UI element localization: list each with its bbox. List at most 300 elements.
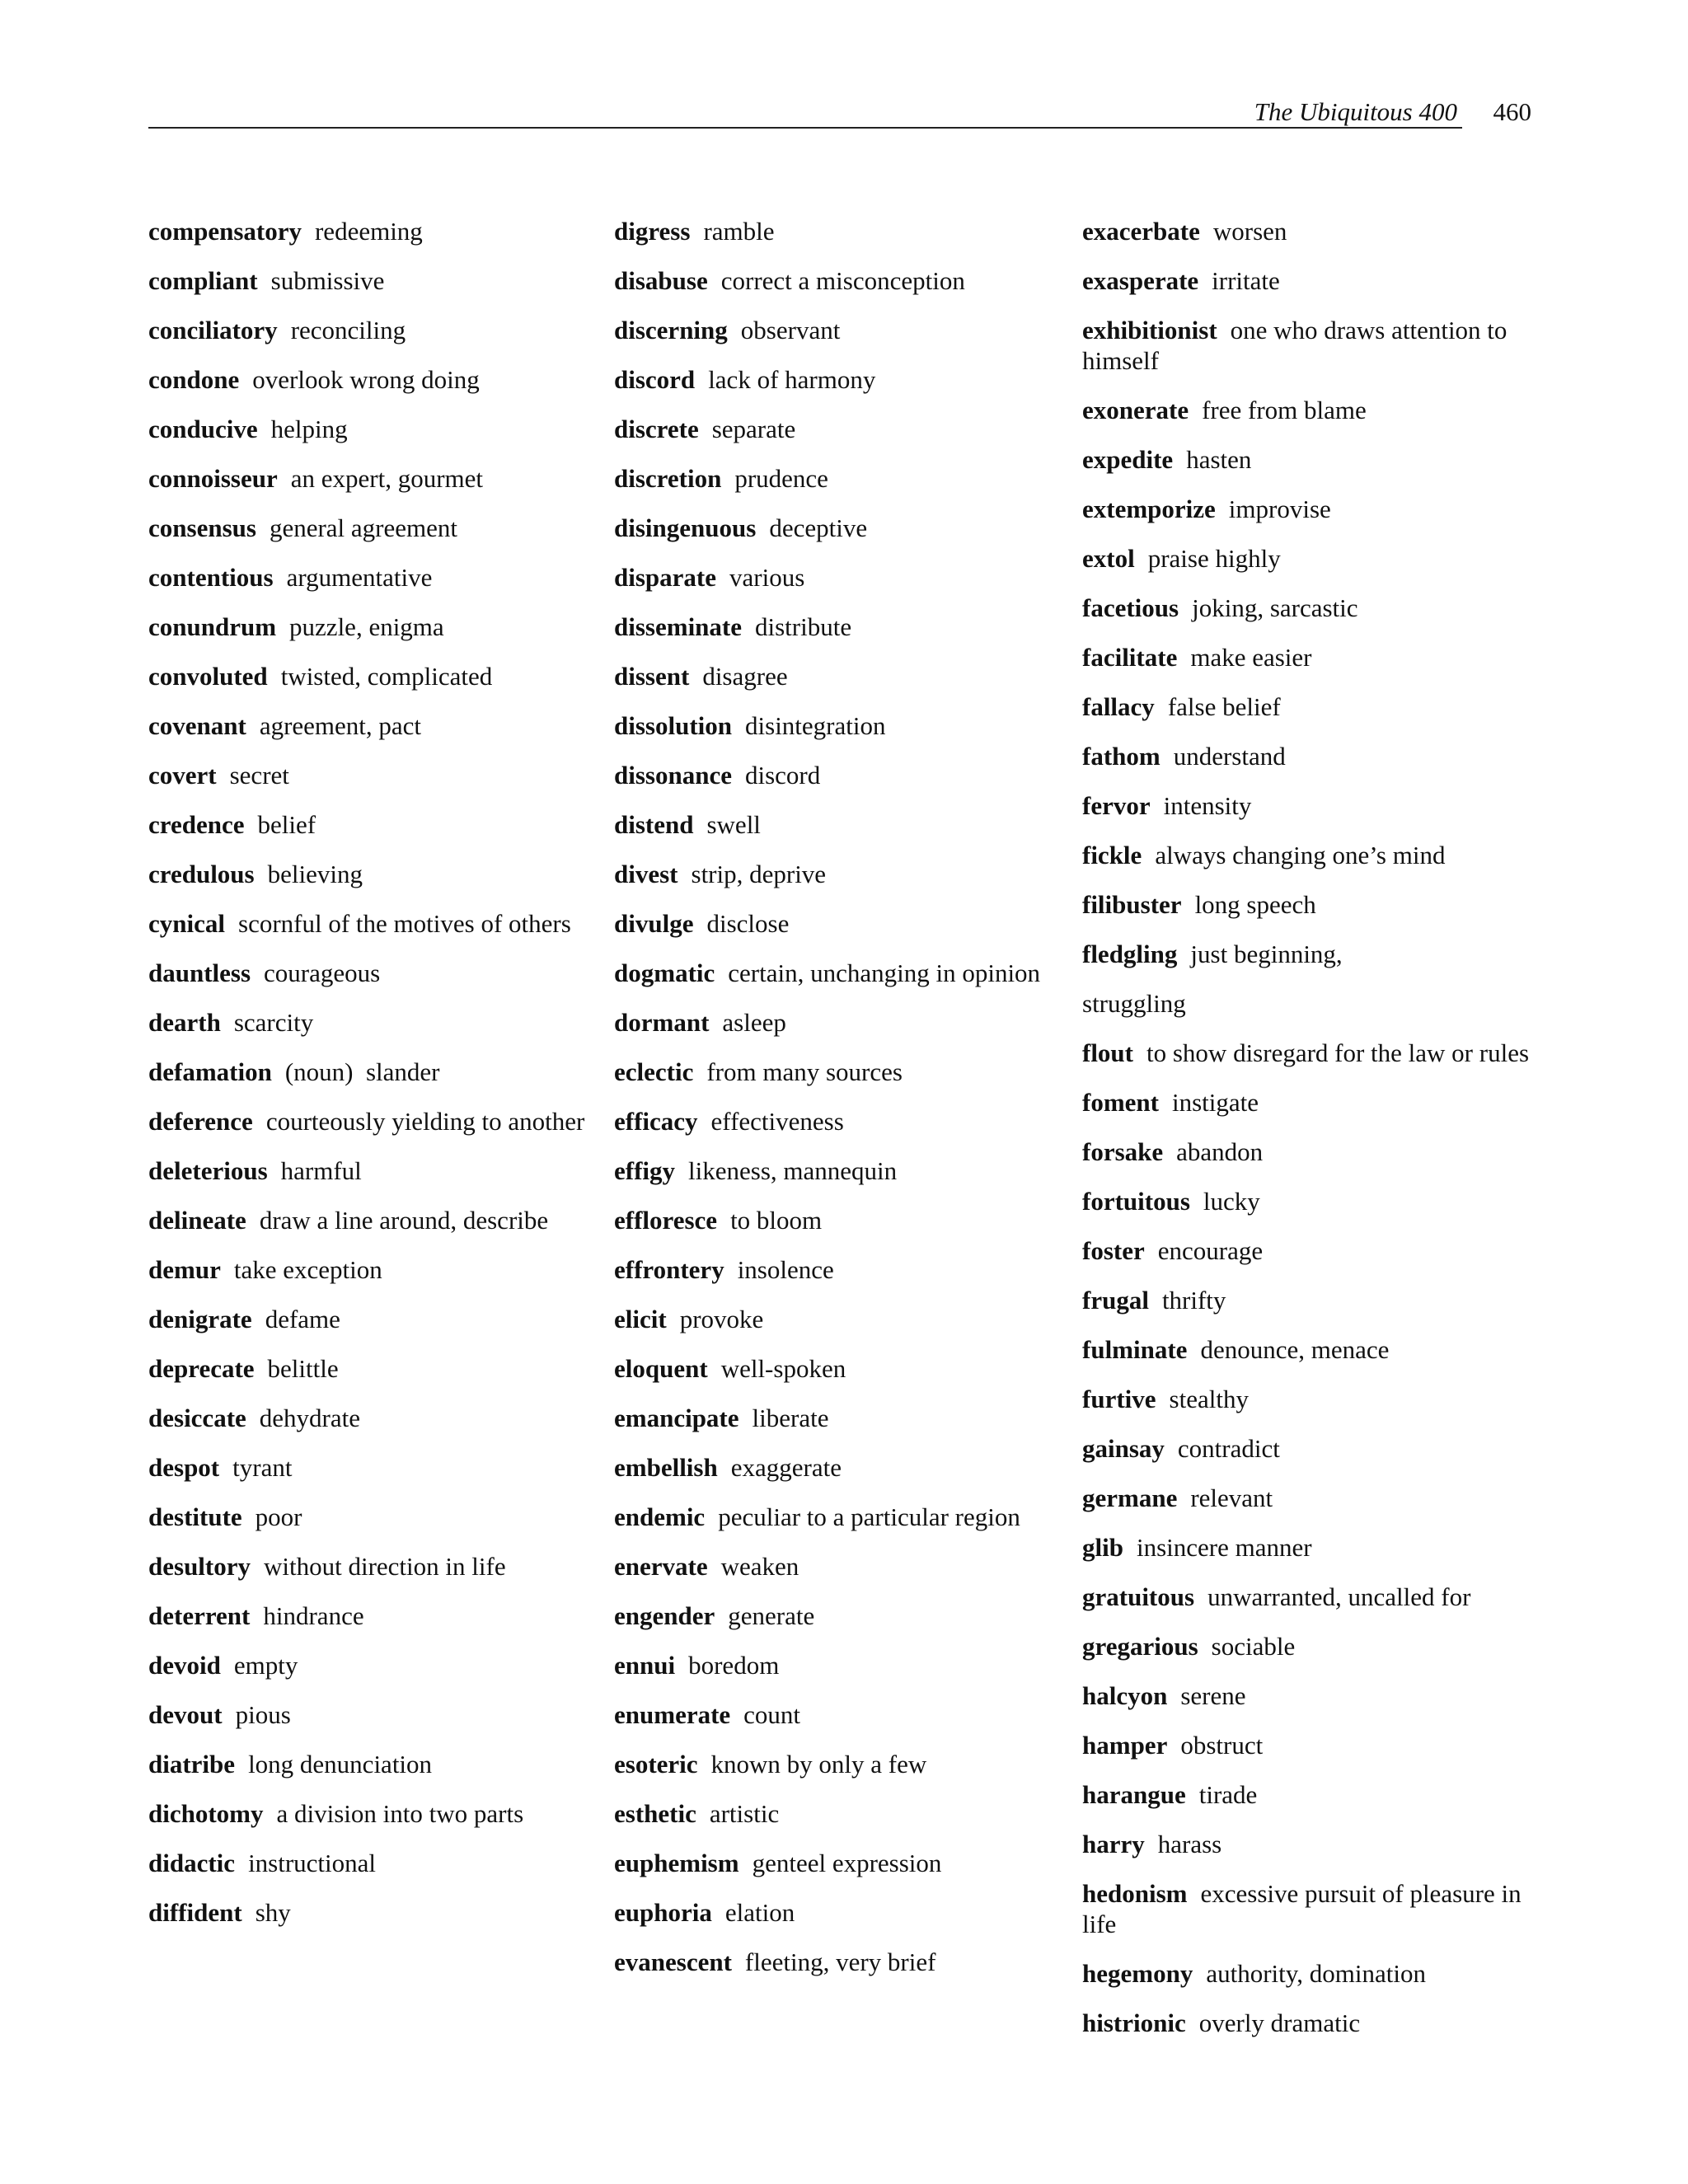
entry-definition: belittle [267, 1354, 339, 1383]
glossary-entry [614, 760, 1059, 790]
entry-definition: exaggerate [730, 1453, 842, 1482]
glossary-entry [148, 414, 585, 444]
entry-definition: scarcity [233, 1008, 314, 1037]
glossary-entry [614, 1452, 1059, 1483]
glossary-entry [614, 859, 1059, 889]
glossary-entry [1082, 1038, 1544, 1068]
entry-definition: improvise [1228, 494, 1331, 523]
entry-term: gregarious [1082, 1632, 1198, 1661]
entry-definition: separate [711, 415, 796, 443]
entry-term: cynical [148, 909, 225, 938]
glossary-entry [614, 1205, 1059, 1235]
entry-term: fathom [1082, 742, 1160, 771]
entry-definition: shy [255, 1898, 291, 1927]
glossary-entry [614, 1897, 1059, 1928]
glossary-entry [614, 216, 1059, 246]
entry-definition: discord [744, 761, 821, 790]
entry-definition: elation [724, 1898, 795, 1927]
page-number: 460 [1493, 97, 1531, 126]
glossary-entry [614, 1007, 1059, 1038]
entry-term: disseminate [614, 612, 742, 641]
entry-term: forsake [1082, 1137, 1164, 1166]
entry-term: esthetic [614, 1799, 696, 1828]
entry-term: facilitate [1082, 643, 1178, 672]
entry-term: filibuster [1082, 890, 1182, 919]
entry-definition: genteel expression [752, 1849, 942, 1877]
entry-definition: believing [267, 860, 363, 888]
entry-definition: free from blame [1202, 396, 1367, 424]
entry-definition: weaken [720, 1552, 799, 1581]
entry-definition: artistic [709, 1799, 780, 1828]
entry-term: delineate [148, 1206, 246, 1235]
entry-definition: effectiveness [710, 1107, 844, 1136]
entry-definition: false belief [1167, 692, 1281, 721]
entry-definition: disagree [702, 662, 788, 691]
entry-term: dauntless [148, 958, 251, 987]
entry-term: emancipate [614, 1404, 739, 1432]
entry-term: discretion [614, 464, 722, 493]
glossary-entry [148, 1403, 585, 1433]
glossary-entry [148, 1254, 585, 1285]
glossary-entry [1082, 395, 1544, 425]
entry-term: extemporize [1082, 494, 1216, 523]
entry-term: conciliatory [148, 316, 278, 344]
entry-term: despot [148, 1453, 220, 1482]
glossary-entry [1082, 1483, 1544, 1513]
entry-definition: disclose [706, 909, 790, 938]
entry-term: fulminate [1082, 1335, 1188, 1364]
entry-definition: to show disregard for the law or rules [1146, 1038, 1530, 1067]
glossary-entry [614, 1254, 1059, 1285]
glossary-entry [148, 1205, 585, 1235]
entry-term: embellish [614, 1453, 718, 1482]
glossary-entry [148, 1106, 585, 1137]
entry-definition: without direction in life [264, 1552, 506, 1581]
entry-term: exasperate [1082, 266, 1199, 295]
entry-definition: obstruct [1180, 1731, 1264, 1760]
glossary-entry [148, 1353, 585, 1384]
entry-term: dissonance [614, 761, 732, 790]
entry-definition: unwarranted, uncalled for [1207, 1582, 1471, 1611]
entry-term: eloquent [614, 1354, 708, 1383]
entry-term: foment [1082, 1088, 1159, 1117]
entry-definition: certain, unchanging in opinion [728, 958, 1041, 987]
entry-definition: encourage [1157, 1236, 1264, 1265]
entry-definition: draw a line around, describe [259, 1206, 549, 1235]
glossary-entry [1082, 1087, 1544, 1118]
glossary-entry [148, 1551, 585, 1582]
glossary-entry [614, 710, 1059, 741]
entry-definition: correct a misconception [720, 266, 965, 295]
entry-term: hedonism [1082, 1879, 1188, 1908]
glossary-entry [614, 1106, 1059, 1137]
entry-definition: take exception [233, 1255, 382, 1284]
entry-term: effloresce [614, 1206, 718, 1235]
glossary-entry [148, 1502, 585, 1532]
entry-term: dearth [148, 1008, 221, 1037]
entry-term: demur [148, 1255, 221, 1284]
glossary-entry [614, 1304, 1059, 1334]
entry-term: flout [1082, 1038, 1133, 1067]
glossary-entry [614, 414, 1059, 444]
entry-definition: contradict [1177, 1434, 1280, 1463]
glossary-entry [148, 760, 585, 790]
glossary-entry [614, 661, 1059, 691]
entry-definition: long denunciation [248, 1750, 433, 1779]
entry-term: histrionic [1082, 2008, 1186, 2037]
entry-term: devoid [148, 1651, 221, 1680]
entry-term: foster [1082, 1236, 1145, 1265]
entry-definition: hasten [1186, 445, 1252, 474]
entry-term: exacerbate [1082, 217, 1200, 246]
glossary-entry [614, 1947, 1059, 1977]
glossary-entry [148, 562, 585, 593]
entry-term: denigrate [148, 1305, 252, 1333]
entry-term: germane [1082, 1483, 1178, 1512]
glossary-entry [148, 1699, 585, 1730]
entry-term: dissent [614, 662, 690, 691]
entry-definition: tirade [1198, 1780, 1258, 1809]
entry-term: divest [614, 860, 678, 888]
entry-term: compensatory [148, 217, 302, 246]
entry-definition: intensity [1163, 791, 1252, 820]
entry-definition: empty [233, 1651, 298, 1680]
entry-definition: boredom [688, 1651, 780, 1680]
glossary-entry [1082, 1958, 1544, 1989]
glossary-entry [148, 1798, 585, 1829]
glossary-entry [1082, 1680, 1544, 1711]
entry-definition: courageous [264, 958, 381, 987]
entry-definition: insincere manner [1136, 1533, 1312, 1562]
entry-definition: liberate [752, 1404, 829, 1432]
glossary-entry [1082, 1285, 1544, 1315]
entry-definition: instructional [248, 1849, 377, 1877]
entry-term: digress [614, 217, 691, 246]
glossary-entry [148, 1155, 585, 1186]
entry-term: deprecate [148, 1354, 255, 1383]
entry-definition: to bloom [730, 1206, 823, 1235]
entry-definition: known by only a few [710, 1750, 927, 1779]
entry-term: deleterious [148, 1156, 268, 1185]
entry-definition: an expert, gourmet [290, 464, 484, 493]
entry-definition: provoke [679, 1305, 764, 1333]
entry-definition: praise highly [1147, 544, 1281, 573]
running-header [148, 97, 1531, 129]
glossary-entry [148, 1057, 585, 1087]
entry-definition: observant [740, 316, 841, 344]
entry-definition: authority, domination [1206, 1959, 1426, 1988]
entry-term: effigy [614, 1156, 676, 1185]
entry-definition: deceptive [769, 513, 868, 542]
glossary-entry [1082, 988, 1544, 1019]
entry-definition: peculiar to a particular region [718, 1502, 1020, 1531]
entry-term: disabuse [614, 266, 708, 295]
entry-definition: abandon [1176, 1137, 1264, 1166]
glossary-entry [148, 908, 585, 939]
glossary-entry [614, 1155, 1059, 1186]
glossary-entry [1082, 691, 1544, 722]
glossary-entry [1082, 543, 1544, 574]
entry-term: connoisseur [148, 464, 278, 493]
glossary-entry [148, 958, 585, 988]
entry-term: effrontery [614, 1255, 724, 1284]
entry-term: discerning [614, 316, 728, 344]
entry-term: defamation [148, 1057, 272, 1086]
entry-term: dichotomy [148, 1799, 264, 1828]
entry-term: disingenuous [614, 513, 757, 542]
glossary-entry [148, 1304, 585, 1334]
entry-term: conundrum [148, 612, 277, 641]
glossary-entry [1082, 939, 1544, 969]
entry-term: convoluted [148, 662, 268, 691]
entry-term: fallacy [1082, 692, 1155, 721]
running-title: The Ubiquitous 400 [1254, 97, 1457, 126]
entry-term: enervate [614, 1552, 708, 1581]
glossary-entry [614, 364, 1059, 395]
entry-definition: general agreement [269, 513, 457, 542]
entry-term: ennui [614, 1651, 676, 1680]
entry-term: fervor [1082, 791, 1151, 820]
entry-term: covenant [148, 711, 246, 740]
entry-definition: struggling [1082, 989, 1186, 1018]
entry-term: covert [148, 761, 217, 790]
entry-definition: dehydrate [259, 1404, 360, 1432]
glossary-entry [1082, 1878, 1544, 1939]
entry-definition: twisted, complicated [280, 662, 493, 691]
entry-definition: disintegration [745, 711, 886, 740]
entry-definition: various [729, 563, 805, 592]
glossary-entry [148, 1650, 585, 1680]
glossary-entry [614, 463, 1059, 494]
entry-definition: long speech [1194, 890, 1316, 919]
glossary-entry [148, 1007, 585, 1038]
entry-definition: hindrance [263, 1601, 364, 1630]
glossary-entry [148, 315, 585, 345]
glossary-entry [614, 513, 1059, 543]
glossary-entry [614, 1057, 1059, 1087]
glossary-entry [148, 463, 585, 494]
entry-definition: well-spoken [720, 1354, 846, 1383]
glossary-entry [1082, 1779, 1544, 1810]
glossary-entry [1082, 1334, 1544, 1365]
entry-term: elicit [614, 1305, 667, 1333]
entry-definition: prudence [734, 464, 828, 493]
entry-definition: irritate [1212, 266, 1280, 295]
glossary-entry [1082, 1186, 1544, 1216]
glossary-entry [148, 809, 585, 840]
entry-definition: count [743, 1700, 801, 1729]
glossary-entry [148, 1848, 585, 1878]
entry-term: disparate [614, 563, 716, 592]
entry-definition: relevant [1190, 1483, 1273, 1512]
entry-definition: lucky [1203, 1187, 1260, 1216]
entry-term: destitute [148, 1502, 242, 1531]
entry-term: evanescent [614, 1947, 732, 1976]
glossary-entry [614, 1650, 1059, 1680]
entry-term: divulge [614, 909, 694, 938]
entry-term: extol [1082, 544, 1135, 573]
entry-term: endemic [614, 1502, 706, 1531]
entry-definition: helping [270, 415, 348, 443]
entry-definition: generate [728, 1601, 815, 1630]
glossary-entry [1082, 315, 1544, 376]
entry-definition: thrifty [1161, 1286, 1226, 1315]
entry-definition: instigate [1171, 1088, 1259, 1117]
entry-definition: harass [1157, 1830, 1222, 1858]
glossary-entry [1082, 1829, 1544, 1859]
entry-term: engender [614, 1601, 715, 1630]
entry-term: deference [148, 1107, 253, 1136]
entry-definition: belief [257, 810, 316, 839]
entry-definition: always changing one’s mind [1155, 841, 1446, 869]
glossary-entry [614, 908, 1059, 939]
glossary-entry [148, 265, 585, 296]
entry-definition: tyrant [232, 1453, 293, 1482]
entry-term: exhibitionist [1082, 316, 1217, 344]
entry-term: diatribe [148, 1750, 236, 1779]
glossary-entry [148, 364, 585, 395]
entry-term: diffident [148, 1898, 242, 1927]
glossary-entry [614, 1699, 1059, 1730]
entry-term: devout [148, 1700, 223, 1729]
glossary-entry [1082, 1433, 1544, 1464]
glossary-entry [614, 265, 1059, 296]
glossary-entry [614, 1353, 1059, 1384]
entry-definition: puzzle, enigma [289, 612, 444, 641]
entry-definition: agreement, pact [259, 711, 422, 740]
entry-definition: courteously yielding to another [265, 1107, 585, 1136]
entry-term: eclectic [614, 1057, 694, 1086]
entry-definition: reconciling [290, 316, 406, 344]
entry-term: credence [148, 810, 245, 839]
entry-term: dissolution [614, 711, 733, 740]
entry-definition: redeeming [314, 217, 423, 246]
entry-term: conducive [148, 415, 258, 443]
entry-definition: excessive pursuit of pleasure in life [1082, 1879, 1528, 1938]
glossary-entry [614, 1798, 1059, 1829]
entry-term: euphoria [614, 1898, 712, 1927]
entry-definition: from many sources [706, 1057, 903, 1086]
glossary-entry [1082, 642, 1544, 673]
glossary-entry [1082, 1730, 1544, 1760]
entry-term: dormant [614, 1008, 710, 1037]
entry-term: euphemism [614, 1849, 739, 1877]
glossary-entry [1082, 1384, 1544, 1414]
entry-term: fickle [1082, 841, 1142, 869]
entry-definition: overly dramatic [1198, 2008, 1361, 2037]
entry-term: condone [148, 365, 240, 394]
entry-definition: strip, deprive [691, 860, 827, 888]
glossary-entry [614, 562, 1059, 593]
glossary-entry [614, 1848, 1059, 1878]
header-rule [148, 127, 1462, 129]
entry-definition: (noun) slander [284, 1057, 440, 1086]
glossary-entry [148, 216, 585, 246]
entry-definition: overlook wrong doing [252, 365, 480, 394]
entry-definition: ramble [703, 217, 775, 246]
glossary-entry [1082, 593, 1544, 623]
entry-term: efficacy [614, 1107, 698, 1136]
entry-term: hegemony [1082, 1959, 1193, 1988]
entry-definition: stealthy [1169, 1385, 1249, 1413]
entry-definition: joking, sarcastic [1192, 593, 1358, 622]
glossary-column-2 [614, 216, 1059, 1996]
entry-term: desultory [148, 1552, 251, 1581]
glossary-entry [1082, 1137, 1544, 1167]
entry-definition: submissive [270, 266, 385, 295]
glossary-entry [148, 612, 585, 642]
glossary-column-1 [148, 216, 585, 1947]
entry-definition: understand [1173, 742, 1286, 771]
entry-term: fledgling [1082, 940, 1178, 968]
entry-definition: worsen [1212, 217, 1287, 246]
entry-term: harangue [1082, 1780, 1186, 1809]
entry-term: exonerate [1082, 396, 1189, 424]
glossary-entry [1082, 790, 1544, 821]
entry-term: facetious [1082, 593, 1179, 622]
entry-definition: harmful [280, 1156, 362, 1185]
entry-definition: distribute [755, 612, 852, 641]
glossary-entry [614, 1502, 1059, 1532]
glossary-entry [1082, 840, 1544, 870]
glossary-entry [148, 1452, 585, 1483]
entry-term: contentious [148, 563, 274, 592]
glossary-entry [148, 1749, 585, 1779]
entry-definition: asleep [722, 1008, 786, 1037]
entry-term: frugal [1082, 1286, 1149, 1315]
entry-definition: denounce, menace [1200, 1335, 1390, 1364]
glossary-entry [148, 710, 585, 741]
entry-term: fortuitous [1082, 1187, 1190, 1216]
glossary-entry [1082, 741, 1544, 771]
entry-definition: poor [255, 1502, 302, 1531]
entry-term: consensus [148, 513, 256, 542]
glossary-entry [1082, 889, 1544, 920]
glossary-entry [614, 1601, 1059, 1631]
glossary-entry [614, 315, 1059, 345]
glossary-entry [614, 958, 1059, 988]
glossary-entry [148, 1601, 585, 1631]
entry-definition: likeness, mannequin [688, 1156, 898, 1185]
glossary-entry [1082, 494, 1544, 524]
glossary-entry [614, 809, 1059, 840]
glossary-entry [1082, 2008, 1544, 2038]
entry-definition: sociable [1211, 1632, 1296, 1661]
glossary-entry [1082, 1582, 1544, 1612]
entry-definition: argumentative [286, 563, 433, 592]
entry-definition: one who draws attention to himself [1082, 316, 1514, 375]
glossary-entry [614, 1551, 1059, 1582]
entry-term: hamper [1082, 1731, 1168, 1760]
entry-definition: make easier [1190, 643, 1312, 672]
glossary-entry [148, 513, 585, 543]
entry-definition: defame [265, 1305, 340, 1333]
entry-definition: swell [706, 810, 761, 839]
entry-term: discrete [614, 415, 699, 443]
entry-term: esoteric [614, 1750, 698, 1779]
glossary-entry [1082, 1631, 1544, 1661]
glossary-entry [614, 612, 1059, 642]
entry-term: enumerate [614, 1700, 731, 1729]
glossary-entry [148, 661, 585, 691]
entry-term: expedite [1082, 445, 1174, 474]
entry-term: gainsay [1082, 1434, 1165, 1463]
glossary-entry [1082, 1235, 1544, 1266]
glossary-column-3 [1082, 216, 1544, 2057]
entry-term: compliant [148, 266, 258, 295]
entry-term: gratuitous [1082, 1582, 1195, 1611]
entry-term: distend [614, 810, 694, 839]
